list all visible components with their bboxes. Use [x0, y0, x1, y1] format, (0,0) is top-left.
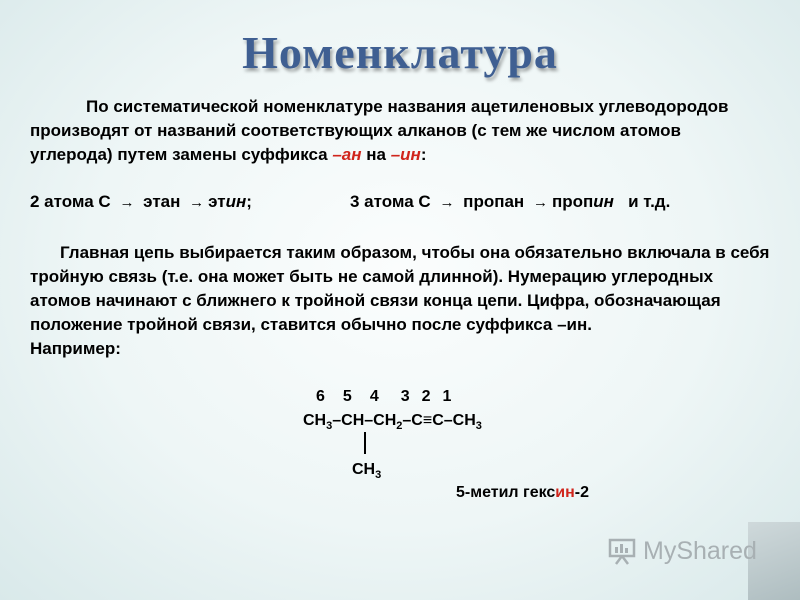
example-ethyne	[30, 192, 252, 212]
formula-subscript: 3	[326, 420, 333, 433]
compound-name-root: 5-метил гекс	[456, 484, 556, 501]
formula-atom: CH	[341, 412, 365, 429]
example-left-alkane: этан	[143, 192, 181, 211]
rules-paragraph	[30, 241, 770, 361]
example-left-tail: ;	[246, 192, 252, 211]
carbon-number: 5	[342, 388, 352, 405]
intro-text-after: :	[420, 145, 427, 164]
formula-atom: C	[411, 412, 423, 429]
intro-paragraph	[30, 95, 750, 167]
watermark-text: MyShared	[643, 536, 757, 565]
formula-atom: CH	[373, 412, 397, 429]
example-right-alkyne-suffix: ин	[593, 192, 614, 211]
structural-formula	[303, 412, 482, 432]
branch-bond-line	[364, 432, 366, 454]
single-bond: –	[332, 412, 342, 429]
example-right-alkyne-root: проп	[551, 192, 594, 211]
triple-bond: ≡	[422, 412, 433, 429]
single-bond: –	[443, 412, 453, 429]
compound-name-position: -2	[574, 484, 590, 501]
formula-atom: C	[432, 412, 444, 429]
arrow-icon: →	[439, 194, 455, 211]
compound-name	[456, 484, 589, 502]
rules-text: Главная цепь выбирается таким образом, чтобы она обязательно включала в себя тройную связь (т.е. она может быть не самой длинной). Нумерацию углеродных атомов начинают с ближнего к тройной связи конца цепи. Цифра, обозначающая положение тройной связи, ставится обычно после суффикса –ин.	[30, 243, 770, 334]
formula-atom: CH	[303, 412, 327, 429]
example-left-alkyne-root: эт	[208, 192, 226, 211]
presentation-board-icon	[607, 536, 637, 566]
arrow-icon: →	[189, 194, 205, 211]
formula-subscript: 3	[475, 420, 482, 433]
alkyne-suffix: –ин	[390, 145, 421, 164]
methyl-branch	[352, 461, 381, 481]
example-right-tail: и т.д.	[628, 192, 671, 211]
watermark	[607, 536, 757, 566]
arrow-icon: →	[532, 194, 548, 211]
page-title: Номенклатура	[242, 27, 558, 78]
carbon-number: 6	[316, 388, 325, 405]
branch-atom: CH	[352, 461, 376, 478]
branch-subscript: 3	[375, 469, 382, 482]
example-right-prefix: 3 атома С	[350, 192, 431, 211]
arrow-icon: →	[119, 194, 135, 211]
carbon-number: 4	[369, 388, 379, 405]
formula-subscript: 2	[396, 420, 403, 433]
compound-name-suffix: ин	[555, 484, 575, 501]
carbon-number: 2	[421, 388, 431, 405]
intro-text-middle: на	[361, 145, 391, 164]
carbon-number: 1	[442, 388, 452, 405]
single-bond: –	[402, 412, 412, 429]
single-bond: –	[364, 412, 374, 429]
example-right-alkane: пропан	[463, 192, 525, 211]
example-label: Например:	[30, 339, 121, 358]
alkane-suffix: –ан	[332, 145, 362, 164]
carbon-number: 3	[400, 388, 410, 405]
example-left-prefix: 2 атома С	[30, 192, 111, 211]
formula-atom: CH	[452, 412, 476, 429]
example-left-alkyne-suffix: ин	[225, 192, 247, 211]
intro-text-before: По систематической номенклатуре названия ацетиленовых углеводородов производят от названий соответствующих алканов (с тем же числом атомов углерода) путем замены суффикса	[30, 97, 729, 164]
carbon-numbering	[316, 388, 469, 406]
example-propyne	[350, 192, 670, 212]
